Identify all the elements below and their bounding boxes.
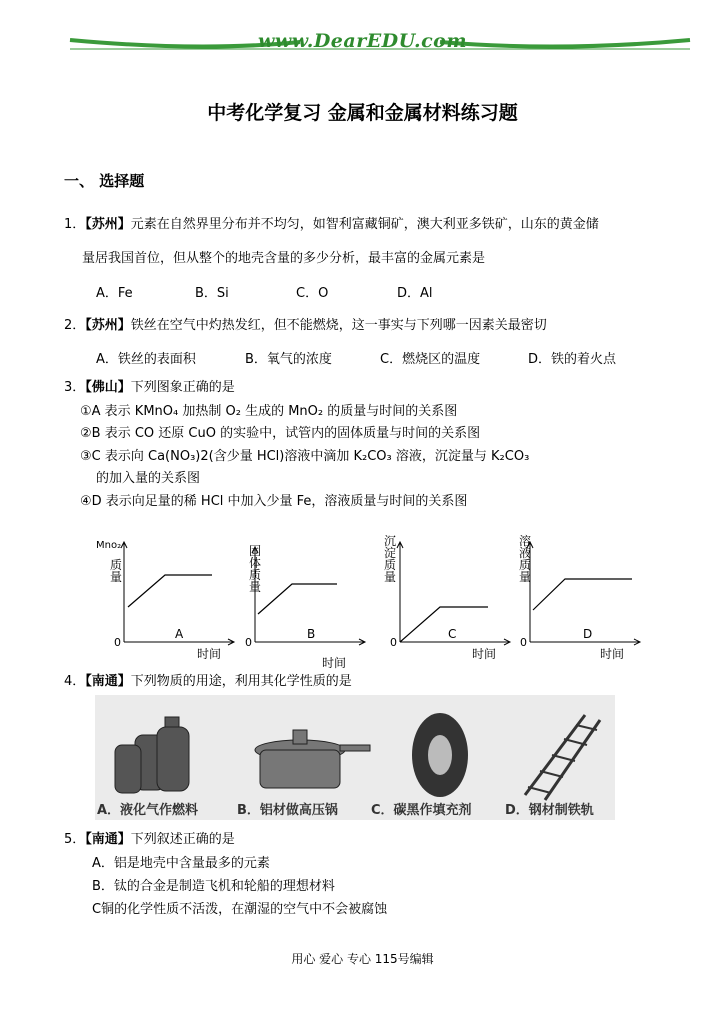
q3-line bbox=[64, 376, 235, 395]
q3-number: 3． bbox=[64, 380, 86, 395]
chart-b-label: B bbox=[307, 627, 316, 641]
q2-line bbox=[64, 314, 547, 333]
chart-b-ylabel-part: 质 bbox=[249, 568, 262, 582]
q4-caption-d: D．钢材制铁轨 bbox=[505, 803, 594, 818]
q3-source-tag: 【佛山】 bbox=[85, 380, 131, 395]
chart-d-label: D bbox=[583, 627, 593, 641]
pressure-cooker-icon bbox=[255, 730, 370, 788]
chart-c-origin: 0 bbox=[390, 636, 397, 649]
q5-option-b: B．钛的合金是制造飞机和轮船的理想材料 bbox=[92, 879, 335, 894]
q2-option-c: C．燃烧区的温度 bbox=[380, 352, 481, 367]
page-footer: 用心 爱心 专心 115号编辑 bbox=[291, 952, 434, 966]
q3-item-3-cont: 的加入量的关系图 bbox=[96, 471, 201, 486]
chart-c-xlabel: 时间 bbox=[472, 647, 497, 661]
chart-c-ylabel-part: 沉 bbox=[384, 534, 397, 548]
q4-photo-strip bbox=[95, 695, 615, 820]
chart-a-xlabel: 时间 bbox=[197, 647, 222, 661]
chart-d-curve bbox=[533, 579, 632, 610]
q2-text: 铁丝在空气中灼热发红，但不能燃烧，这一事实与下列哪一因素关最密切 bbox=[130, 318, 547, 333]
chart-a-ylabel-part: Mno₂ bbox=[96, 540, 122, 551]
header-site-name: www.DearEDU.com bbox=[258, 30, 467, 52]
q3-item-4: ④D 表示向足量的稀 HCl 中加入少量 Fe，溶液质量与时间的关系图 bbox=[80, 494, 468, 509]
q5-option-a: A．铝是地壳中含量最多的元素 bbox=[92, 856, 270, 871]
chart-a-ylabel-part: 量 bbox=[110, 570, 123, 584]
q1-option-d: D．Al bbox=[397, 286, 433, 301]
tire-icon bbox=[412, 713, 468, 797]
chart-a-ylabel-part: 质 bbox=[110, 558, 123, 572]
chart-d-xlabel: 时间 bbox=[600, 647, 625, 661]
q5-option-c: C铜的化学性质不活泼，在潮湿的空气中不会被腐蚀 bbox=[92, 902, 388, 917]
chart-c-ylabel-part: 质 bbox=[384, 558, 397, 572]
q4-source-tag: 【南通】 bbox=[85, 674, 131, 689]
railway-track-icon bbox=[525, 715, 600, 800]
chart-b-origin: 0 bbox=[245, 636, 252, 649]
chart-c-ylabel-part: 淀 bbox=[384, 546, 397, 560]
chart-c-curve bbox=[400, 607, 488, 642]
q5-text: 下列叙述正确的是 bbox=[130, 832, 235, 847]
chart-d-ylabel-part: 溶 bbox=[519, 534, 532, 548]
chart-c-y-arrow bbox=[397, 542, 403, 548]
chart-b-ylabel-part: 固 bbox=[249, 544, 262, 558]
q2-source-tag: 【苏州】 bbox=[85, 318, 131, 333]
chart-b-x-arrow bbox=[359, 639, 365, 645]
chart-d-ylabel-part: 量 bbox=[519, 570, 532, 584]
chart-b-ylabel-part: 量 bbox=[249, 580, 262, 594]
q5-source-tag: 【南通】 bbox=[85, 832, 131, 847]
q3-item-3: ③C 表示向 Ca(NO₃)2(含少量 HCl)溶液中滴加 K₂CO₃ 溶液，沉淀量与 K₂CO₃ bbox=[80, 449, 530, 464]
chart-a-x-arrow bbox=[228, 639, 234, 645]
chart-b-ylabel-part: 体 bbox=[249, 556, 262, 570]
chart-b-curve bbox=[258, 584, 337, 614]
chart-d-x-arrow bbox=[634, 639, 640, 645]
q3-item-2: ②B 表示 CO 还原 CuO 的实验中，试管内的固体质量与时间的关系图 bbox=[80, 426, 481, 441]
q4-text: 下列物质的用途，利用其化学性质的是 bbox=[130, 674, 352, 689]
q4-number: 4． bbox=[64, 674, 86, 689]
q1-option-b: B．Si bbox=[195, 286, 229, 301]
q1-line1 bbox=[64, 213, 599, 232]
chart-c-x-arrow bbox=[504, 639, 510, 645]
q4-caption-b: B．铝材做高压锅 bbox=[237, 803, 338, 818]
q1-text-line1: 元素在自然界里分布并不均匀，如智利富藏铜矿，澳大利亚多铁矿，山东的黄金储 bbox=[130, 217, 599, 232]
chart-d-ylabel-part: 质 bbox=[519, 558, 532, 572]
q1-text-line2: 量居我国首位，但从整个的地壳含量的多少分析，最丰富的金属元素是 bbox=[82, 251, 486, 266]
page-title: 中考化学复习 金属和金属材料练习题 bbox=[207, 102, 518, 124]
q4-caption-a: A．液化气作燃料 bbox=[97, 803, 199, 818]
q4-line bbox=[64, 670, 352, 689]
chart-b-y-arrow bbox=[252, 547, 258, 553]
q1-number: 1． bbox=[64, 217, 86, 232]
q5-number: 5． bbox=[64, 832, 86, 847]
chart-c-ylabel-part: 量 bbox=[384, 570, 397, 584]
gas-cylinder-icon bbox=[115, 717, 189, 793]
chart-d-y-arrow bbox=[527, 542, 533, 548]
chart-a-label: A bbox=[175, 627, 184, 641]
q5-line bbox=[64, 828, 235, 847]
q3-text: 下列图象正确的是 bbox=[130, 380, 235, 395]
chart-c-label: C bbox=[448, 627, 457, 641]
chart-a-origin: 0 bbox=[114, 636, 121, 649]
q2-option-d: D．铁的着火点 bbox=[528, 352, 617, 367]
chart-b-xlabel: 时间 bbox=[322, 656, 347, 670]
q4-caption-c: C．碳黑作填充剂 bbox=[371, 803, 472, 818]
q2-option-b: B．氧气的浓度 bbox=[245, 352, 332, 367]
chart-d-ylabel-part: 液 bbox=[519, 546, 532, 560]
chart-a-curve bbox=[128, 575, 212, 607]
q1-option-a: A．Fe bbox=[96, 286, 133, 301]
chart-a-y-arrow bbox=[121, 542, 127, 548]
q2-option-a: A．铁丝的表面积 bbox=[96, 352, 196, 367]
section-heading: 一、 选择题 bbox=[64, 172, 145, 190]
q1-option-c: C．O bbox=[296, 286, 329, 301]
q3-item-1: ①A 表示 KMnO₄ 加热制 O₂ 生成的 MnO₂ 的质量与时间的关系图 bbox=[80, 404, 458, 419]
q2-number: 2． bbox=[64, 318, 86, 333]
q1-source-tag: 【苏州】 bbox=[85, 217, 131, 232]
chart-d-origin: 0 bbox=[520, 636, 527, 649]
